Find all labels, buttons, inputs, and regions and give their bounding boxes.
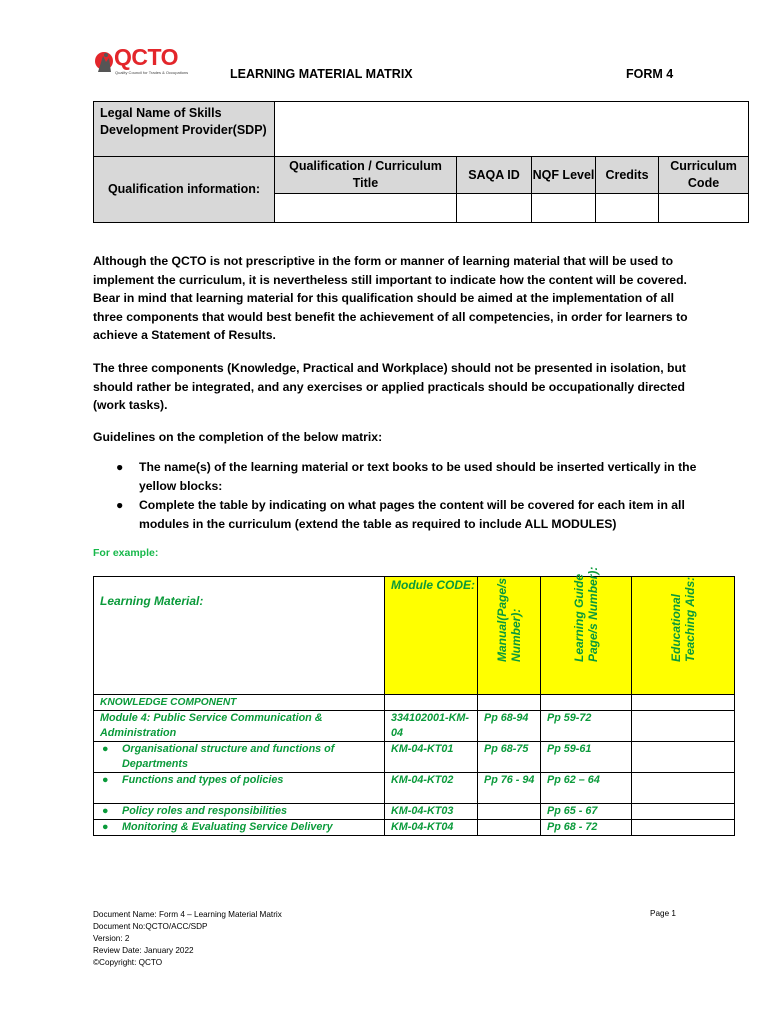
table-row bbox=[94, 711, 735, 742]
row-item-cell bbox=[94, 804, 385, 820]
learning-guide-pages-label: Learning Guide Page/s Number): bbox=[572, 566, 600, 662]
row-aids bbox=[632, 742, 735, 773]
row-guide: Pp 62 – 64 bbox=[541, 773, 632, 804]
row-item: Module 4: Public Service Communication & Administration bbox=[94, 711, 385, 742]
form-number: FORM 4 bbox=[626, 67, 674, 81]
bullet-icon: ● bbox=[102, 743, 109, 755]
row-manual: Pp 68-75 bbox=[478, 742, 541, 773]
row-item: Functions and types of policies bbox=[122, 774, 284, 786]
row-item: Organisational structure and functions of Departments bbox=[122, 743, 335, 770]
table-row bbox=[94, 695, 735, 711]
row-item-cell bbox=[94, 773, 385, 804]
row-item: KNOWLEDGE COMPONENT bbox=[94, 695, 385, 711]
learning-guide-pages-header bbox=[541, 566, 632, 695]
components-paragraph: The three components (Knowledge, Practical and Workplace) should not be presented in isolation, but should rather be integrated, and any exercises or applied practicals should be occupationally directed (work tasks). bbox=[93, 361, 686, 412]
row-code: KM-04-KT03 bbox=[385, 804, 478, 820]
list-item bbox=[116, 496, 706, 533]
row-aids bbox=[632, 820, 735, 836]
bullet-icon: ● bbox=[116, 460, 124, 474]
col-curriculum-code: Curriculum Code bbox=[659, 157, 749, 194]
row-item: Monitoring & Evaluating Service Delivery bbox=[122, 821, 333, 833]
footer-copyright: ©Copyright: QCTO bbox=[93, 958, 163, 967]
col-qualification-title: Qualification / Curriculum Title bbox=[275, 157, 457, 194]
credits-value[interactable] bbox=[596, 194, 659, 223]
row-code: KM-04-KT02 bbox=[385, 773, 478, 804]
row-aids bbox=[632, 804, 735, 820]
manual-pages-header bbox=[478, 577, 541, 695]
module-code-header: Module CODE: bbox=[385, 577, 478, 695]
row-aids bbox=[632, 711, 735, 742]
table-row bbox=[94, 773, 735, 804]
list-item-text: The name(s) of the learning material or text books to be used should be inserted vertically in the yellow blocks: bbox=[139, 460, 697, 493]
row-guide: Pp 68 - 72 bbox=[541, 820, 632, 836]
row-code: KM-04-KT01 bbox=[385, 742, 478, 773]
table-row bbox=[94, 820, 735, 836]
row-guide: Pp 59-61 bbox=[541, 742, 632, 773]
qcto-logo bbox=[94, 46, 190, 80]
legal-name-label: Legal Name of Skills Development Provider(SDP) bbox=[94, 102, 275, 157]
nqf-level-value[interactable] bbox=[532, 194, 596, 223]
row-guide: Pp 59-72 bbox=[541, 711, 632, 742]
document-title: LEARNING MATERIAL MATRIX bbox=[230, 67, 413, 81]
sdp-info-table bbox=[93, 101, 749, 223]
col-nqf-level: NQF Level bbox=[532, 157, 596, 194]
guidelines-list bbox=[116, 458, 706, 534]
learning-material-header: Learning Material: bbox=[94, 577, 385, 695]
qualification-info-label: Qualification information: bbox=[94, 157, 275, 223]
col-saqa-id: SAQA ID bbox=[457, 157, 532, 194]
row-manual: Pp 68-94 bbox=[478, 711, 541, 742]
teaching-aids-header bbox=[632, 577, 735, 695]
list-item bbox=[116, 458, 706, 495]
row-item: Policy roles and responsibilities bbox=[122, 805, 288, 817]
footer-doc-name: Document Name: Form 4 – Learning Material Matrix bbox=[93, 910, 282, 919]
row-code: 334102001-KM-04 bbox=[385, 711, 478, 742]
example-label: For example: bbox=[93, 547, 159, 559]
teaching-aids-label: Educational Teaching Aids: bbox=[669, 576, 697, 662]
table-row bbox=[94, 804, 735, 820]
row-manual bbox=[478, 695, 541, 711]
row-aids bbox=[632, 695, 735, 711]
row-code: KM-04-KT04 bbox=[385, 820, 478, 836]
logo-wordmark: QCTO bbox=[114, 44, 179, 70]
footer-review-date: Review Date: January 2022 bbox=[93, 946, 194, 955]
list-item-text: Complete the table by indicating on what pages the content will be covered for each item in all modules in the curriculum (extend the table as required to include ALL MODULES) bbox=[139, 498, 685, 531]
qcto-logo-icon bbox=[94, 50, 114, 76]
document-footer bbox=[93, 909, 282, 969]
table-row bbox=[94, 742, 735, 773]
footer-doc-no: Document No:QCTO/ACC/SDP bbox=[93, 922, 208, 931]
col-credits: Credits bbox=[596, 157, 659, 194]
saqa-id-value[interactable] bbox=[457, 194, 532, 223]
row-guide bbox=[541, 695, 632, 711]
page-number: Page 1 bbox=[650, 909, 676, 918]
bullet-icon: ● bbox=[102, 774, 109, 786]
row-manual bbox=[478, 820, 541, 836]
curriculum-code-value[interactable] bbox=[659, 194, 749, 223]
learning-material-matrix bbox=[93, 566, 735, 836]
manual-pages-label: Manual(Page/s Number): bbox=[495, 577, 523, 662]
row-item-cell bbox=[94, 820, 385, 836]
bullet-icon: ● bbox=[116, 498, 124, 512]
bullet-icon: ● bbox=[102, 805, 109, 817]
row-manual bbox=[478, 804, 541, 820]
qualification-title-value[interactable] bbox=[275, 194, 457, 223]
row-code bbox=[385, 695, 478, 711]
intro-paragraph: Although the QCTO is not prescriptive in the form or manner of learning material that will be used to implement the curriculum, it is nevertheless still important to indicate how the content will be covered. Bear in mind that learning material for this qualification should be aimed at the implementation of all three components that would best benefit the achievement of all competencies, in order for learners to achieve a Statement of Results. bbox=[93, 254, 688, 342]
guidelines-heading: Guidelines on the completion of the below matrix: bbox=[93, 430, 383, 444]
row-aids bbox=[632, 773, 735, 804]
bullet-icon: ● bbox=[102, 821, 109, 833]
footer-version: Version: 2 bbox=[93, 934, 130, 943]
row-guide: Pp 65 - 67 bbox=[541, 804, 632, 820]
legal-name-value[interactable] bbox=[275, 102, 749, 157]
row-item-cell bbox=[94, 742, 385, 773]
logo-tagline: Quality Council for Trades & Occupations bbox=[115, 70, 189, 75]
row-manual: Pp 76 - 94 bbox=[478, 773, 541, 804]
